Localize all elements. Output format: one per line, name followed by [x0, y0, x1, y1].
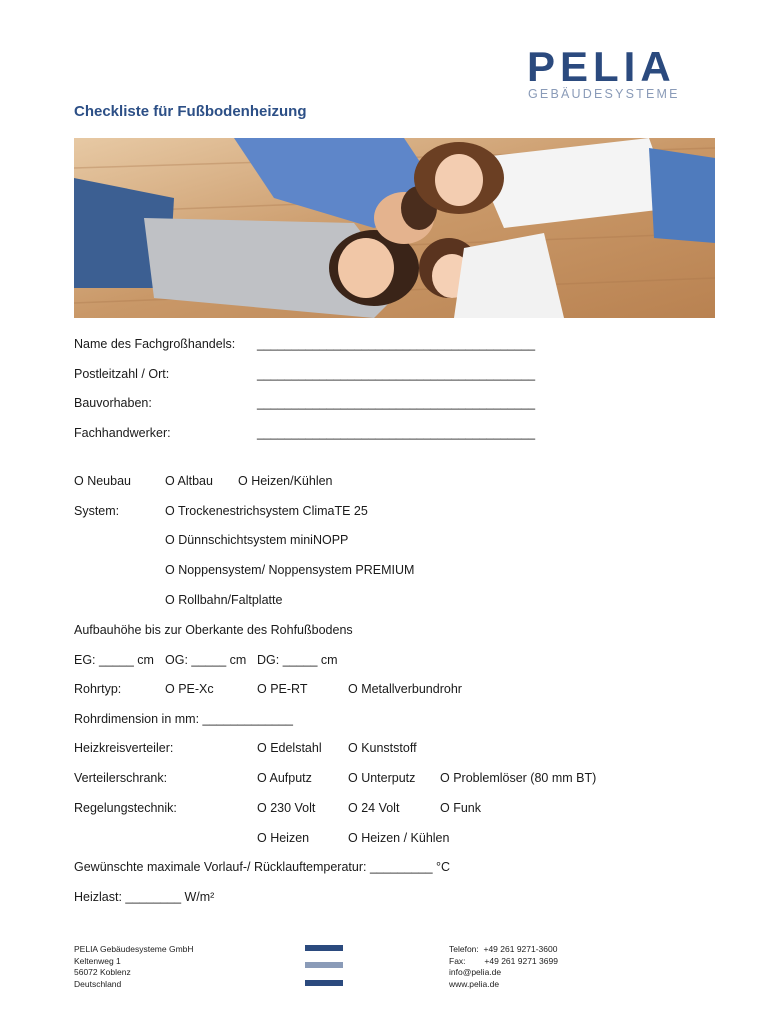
footer-address [74, 944, 194, 990]
footer-city: 56072 Koblenz [74, 967, 131, 977]
height-eg[interactable]: EG: _____ cm [74, 653, 154, 667]
system-label: System: [74, 504, 120, 518]
logo-subtitle: GEBÄUDESYSTEME [528, 87, 680, 101]
temperature-field[interactable]: Gewünschte maximale Vorlauf-/ Rücklauftemperatur: _________ °C [74, 860, 451, 874]
family-photo [74, 138, 715, 318]
pipe-type-label: Rohrtyp: [74, 682, 122, 696]
field-label-wholesaler: Name des Fachgroßhandels: [74, 337, 236, 351]
option-230-volt[interactable]: O 230 Volt [257, 801, 316, 815]
option-altbau[interactable]: O Altbau [165, 474, 213, 488]
height-heading: Aufbauhöhe bis zur Oberkante des Rohfußbodens [74, 623, 353, 637]
field-label-installer: Fachhandwerker: [74, 426, 171, 440]
option-pe-rt[interactable]: O PE-RT [257, 682, 308, 696]
footer-fax: Fax: +49 261 9271 3699 [449, 955, 558, 966]
option-heizen[interactable]: O Heizen [257, 831, 310, 845]
option-system-climate[interactable]: O Trockenestrichsystem ClimaTE 25 [165, 504, 368, 518]
option-funk[interactable]: O Funk [440, 801, 481, 815]
footer-bar-top [305, 945, 343, 951]
logo-wordmark: PELIA [527, 43, 676, 90]
option-system-rollbahn[interactable]: O Rollbahn/Faltplatte [165, 593, 283, 607]
distributor-label: Heizkreisverteiler: [74, 741, 174, 755]
field-label-postcode: Postleitzahl / Ort: [74, 367, 170, 381]
option-system-mininopp[interactable]: O Dünnschichtsystem miniNOPP [165, 533, 349, 547]
footer-phone: Telefon: +49 261 9271-3600 [449, 944, 558, 954]
footer-country: Deutschland [74, 978, 122, 989]
option-heizen-kuehlen[interactable]: O Heizen/Kühlen [238, 474, 333, 488]
page-title: Checkliste für Fußbodenheizung [74, 103, 307, 120]
control-label: Regelungstechnik: [74, 801, 177, 815]
footer-company: PELIA Gebäudesysteme GmbH [74, 944, 194, 954]
option-unterputz[interactable]: O Unterputz [348, 771, 416, 785]
footer-bar-bottom [305, 980, 343, 986]
height-og[interactable]: OG: _____ cm [165, 653, 247, 667]
option-kunststoff[interactable]: O Kunststoff [348, 741, 417, 755]
footer-web-link[interactable]: www.pelia.de [449, 978, 500, 989]
footer-contact [449, 944, 558, 990]
footer-bar-middle [305, 962, 343, 968]
cabinet-label: Verteilerschrank: [74, 771, 168, 785]
height-dg[interactable]: DG: _____ cm [257, 653, 338, 667]
field-line-wholesaler[interactable]: ________________________________________ [257, 337, 536, 351]
option-system-noppen[interactable]: O Noppensystem/ Noppensystem PREMIUM [165, 563, 415, 577]
option-edelstahl[interactable]: O Edelstahl [257, 741, 322, 755]
footer-street: Keltenweg 1 [74, 955, 121, 966]
pipe-dimension-field[interactable]: Rohrdimension in mm: _____________ [74, 712, 293, 726]
field-line-project[interactable]: ________________________________________ [257, 396, 536, 410]
field-label-project: Bauvorhaben: [74, 396, 152, 410]
field-line-postcode[interactable]: ________________________________________ [257, 367, 536, 381]
option-problemloeser[interactable]: O Problemlöser (80 mm BT) [440, 771, 597, 785]
option-metallverbundrohr[interactable]: O Metallverbundrohr [348, 682, 462, 696]
field-line-installer[interactable]: ________________________________________ [257, 426, 536, 440]
heat-load-field[interactable]: Heizlast: ________ W/m² [74, 890, 215, 904]
option-aufputz[interactable]: O Aufputz [257, 771, 312, 785]
option-24-volt[interactable]: O 24 Volt [348, 801, 400, 815]
option-heizen-kuehlen-control[interactable]: O Heizen / Kühlen [348, 831, 450, 845]
option-neubau[interactable]: O Neubau [74, 474, 131, 488]
option-pe-xc[interactable]: O PE-Xc [165, 682, 214, 696]
footer-email-link[interactable]: info@pelia.de [449, 967, 502, 977]
